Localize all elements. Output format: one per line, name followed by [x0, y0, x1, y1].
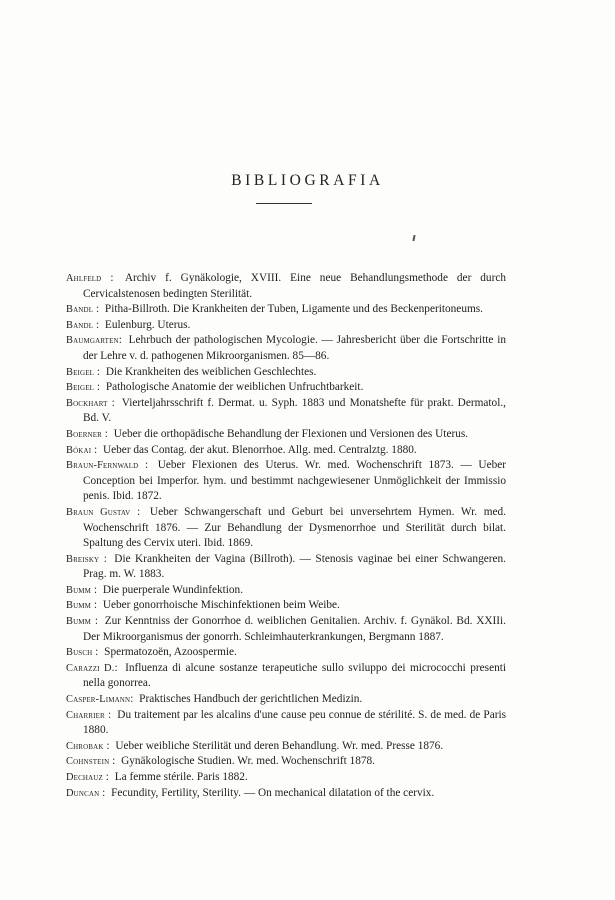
ink-speck	[412, 235, 415, 241]
bibliography-entry: Baumgarten: Lehrbuch der pathologischen Mycologie. — Jahresbericht über die Fortschritte in der Lehre v. d. pathogenen Mikroorganismen. 85—86.	[66, 334, 506, 362]
bibliography-entry: Bockhart : Vierteljahrsschrift f. Dermat. u. Syph. 1883 und Monatshefte für prakt. Dermatol., Bd. V.	[66, 396, 506, 425]
entry-author: Baumgarten	[66, 335, 119, 347]
page-title: BIBLIOGRAFIA	[231, 172, 384, 189]
entry-text: Ueber die orthopädische Behandlung der Flexionen und Versionen des Uterus.	[113, 427, 469, 440]
entry-text: Lehrbuch der pathologischen Mycologie. — Jahresbericht über die Fortschritte in der Lehre v. d. pathogenen Mikroorganismen. 85—86.	[83, 334, 506, 362]
entry-author: Bockhart	[66, 397, 108, 409]
entry-text: Ueber das Contag. der akut. Blenorrhoe. Allg. med. Centralztg. 1880.	[102, 443, 417, 456]
entry-author: Bandl	[66, 319, 94, 331]
bibliography-entry: Beigel : Pathologische Anatomie der weiblichen Unfruchtbarkeit.	[66, 381, 364, 394]
title-rule	[256, 203, 312, 204]
bibliography-entry: Busch : Spermatozoën, Azoospermie.	[66, 646, 237, 659]
entry-text: Spermatozoën, Azoospermie.	[104, 646, 237, 659]
bibliography-entry: Braun-Fernwald : Ueber Flexionen des Uterus. Wr. med. Wochenschrift 1873. — Ueber Conception bei Imperfor. hym. und bestimmt nachgewiesener Unmöglichkeit der Immissio penis. Ibid. 1872.	[66, 459, 507, 503]
bibliography-entry: Ahlfeld : Archiv f. Gynäkologie, XVIII. Eine neue Behandlungsmethode der durch Cervicalstenosen bedingten Sterilität.	[66, 272, 507, 300]
entry-text: Die puerperale Wundinfektion.	[102, 583, 244, 596]
entry-author: Carazzi D.	[66, 662, 115, 674]
entry-author: Bumm	[66, 584, 92, 596]
entry-author: Dechauz	[66, 772, 103, 783]
entry-text: Gynäkologische Studien. Wr. med. Wochenschrift 1878.	[121, 755, 376, 768]
entry-author: Braun Gustav	[66, 506, 131, 518]
bibliography-entry: Bumm : Zur Kenntniss der Gonorrhoe d. weiblichen Genitalien. Archiv. f. Gynäkol. Bd. XXIIi. Der Mikroorganismus der gonorrh. Schleimhauterkrankungen, Bergmann 1887.	[66, 615, 506, 643]
entry-author: Beigel	[66, 382, 95, 394]
entry-author: Casper-Limann	[66, 694, 131, 706]
entry-text: Vierteljahrsschrift f. Dermat. u. Syph. 1883 und Monatshefte für prakt. Dermatol., Bd. V.	[83, 396, 506, 425]
bibliography-entry: Bandl : Pitha-Billroth. Die Krankheiten der Tuben, Ligamente und des Beckenperitoneums.	[66, 303, 483, 316]
bibliography-entry: Casper-Limann: Praktisches Handbuch der gerichtlichen Medizin.	[66, 693, 363, 706]
entry-text: La femme stérile. Paris 1882.	[114, 771, 248, 783]
entry-author: Breisky	[66, 553, 100, 565]
bibliography-entry: Carazzi D.: Influenza di alcune sostanze terapeutiche sullo sviluppo dei micrococchi presenti nella gonorrea.	[66, 661, 507, 690]
bibliography-entry: Breisky : Die Krankheiten der Vagina (Billroth). — Stenosis vaginae bei einer Schwangeren. Prag. m. W. 1883.	[66, 552, 506, 581]
bibliography-entry: Charrier : Du traitement par les alcalins d'une cause peu connue de stérilité. S. de med. de Paris 1880.	[66, 708, 507, 737]
bibliography-entry: Bumm : Ueber gonorrhoische Mischinfektionen beim Weibe.	[66, 599, 340, 612]
entry-text: Pitha-Billroth. Die Krankheiten der Tuben, Ligamente und des Beckenperitoneums.	[104, 303, 483, 316]
entry-text: Fecundity, Fertility, Sterility. — On mechanical dilatation of the cervix.	[111, 786, 435, 799]
bibliography-entry: Bumm : Die puerperale Wundinfektion.	[66, 583, 244, 596]
entry-author: Bandl	[66, 304, 94, 316]
entry-text: Du traitement par les alcalins d'une cause peu connue de stérilité. S. de med. de Paris 1880.	[83, 708, 507, 737]
entry-author: Cohnstein	[66, 756, 110, 768]
entry-author: Braun-Fernwald	[66, 460, 139, 472]
entry-text: Die Krankheiten der Vagina (Billroth). — Stenosis vaginae bei einer Schwangeren. Prag. m. W. 1883.	[83, 552, 506, 581]
bibliography-entry: Cohnstein : Gynäkologische Studien. Wr. med. Wochenschrift 1878.	[66, 755, 376, 768]
entry-author: Duncan	[66, 787, 100, 799]
entry-author: Bumm	[66, 600, 92, 612]
entry-text: Archiv f. Gynäkologie, XVIII. Eine neue Behandlungsmethode der durch Cervicalstenosen bedingten Sterilität.	[83, 272, 507, 300]
entry-text: Praktisches Handbuch der gerichtlichen Medizin.	[139, 693, 363, 706]
entry-author: Charrier	[66, 709, 105, 721]
entry-author: Bókai	[66, 444, 92, 456]
entry-text: Pathologische Anatomie der weiblichen Unfruchtbarkeit.	[105, 381, 364, 394]
entry-text: Ueber Flexionen des Uterus. Wr. med. Wochenschrift 1873. — Ueber Conception bei Imperfor. hym. und bestimmt nachgewiesener Unmöglichkeit der Immissio penis. Ibid. 1872.	[83, 459, 507, 503]
bibliography-list	[66, 271, 506, 801]
bibliography-entry: Beigel : Die Krankheiten des weiblichen Geschlechtes.	[66, 365, 317, 378]
entry-text: Ueber weibliche Sterilität und deren Behandlung. Wr. med. Presse 1876.	[115, 739, 444, 752]
entry-author: Chrobak	[66, 740, 104, 752]
entry-author: Boerner	[66, 428, 102, 440]
entry-author: Ahlfeld	[66, 273, 102, 284]
bibliography-entry: Bókai : Ueber das Contag. der akut. Blenorrhoe. Allg. med. Centralztg. 1880.	[66, 443, 417, 456]
bibliography-entry: Dechauz : La femme stérile. Paris 1882.	[66, 771, 248, 783]
entry-text: Ueber gonorrhoische Mischinfektionen beim Weibe.	[102, 599, 340, 612]
entry-text: Eulenburg. Uterus.	[104, 318, 191, 331]
entry-text: Influenza di alcune sostanze terapeutiche sullo sviluppo dei micrococchi presenti nella gonorrea.	[83, 661, 507, 690]
entry-author: Beigel	[66, 366, 95, 378]
entry-author: Busch	[66, 647, 93, 659]
bibliography-entry: Bandl : Eulenburg. Uterus.	[66, 318, 191, 331]
bibliography-entry: Duncan : Fecundity, Fertility, Sterility. — On mechanical dilatation of the cervix.	[66, 786, 435, 799]
entry-text: Die Krankheiten des weiblichen Geschlechtes.	[105, 365, 317, 378]
entry-author: Bumm	[66, 616, 92, 628]
bibliography-entry: Chrobak : Ueber weibliche Sterilität und deren Behandlung. Wr. med. Presse 1876.	[66, 739, 444, 752]
bibliography-entry: Boerner : Ueber die orthopädische Behandlung der Flexionen und Versionen des Uterus.	[66, 427, 469, 440]
bibliography-entry: Braun Gustav : Ueber Schwangerschaft und Geburt bei unversehrtem Hymen. Wr. med. Wochenschrift 1876. — Zur Behandlung der Dysmenorrhoe und Sterilität durch bilat. Spaltung des Cervix uteri. Ibid. 1869.	[66, 505, 507, 550]
entry-text: Zur Kenntniss der Gonorrhoe d. weiblichen Genitalien. Archiv. f. Gynäkol. Bd. XXIIi. Der Mikroorganismus der gonorrh. Schleimhauterkrankungen, Bergmann 1887.	[83, 615, 506, 643]
entry-text: Ueber Schwangerschaft und Geburt bei unversehrtem Hymen. Wr. med. Wochenschrift 1876. — Zur Behandlung der Dysmenorrhoe und Sterilität durch bilat. Spaltung des Cervix uteri. Ibid. 1869.	[83, 505, 507, 550]
